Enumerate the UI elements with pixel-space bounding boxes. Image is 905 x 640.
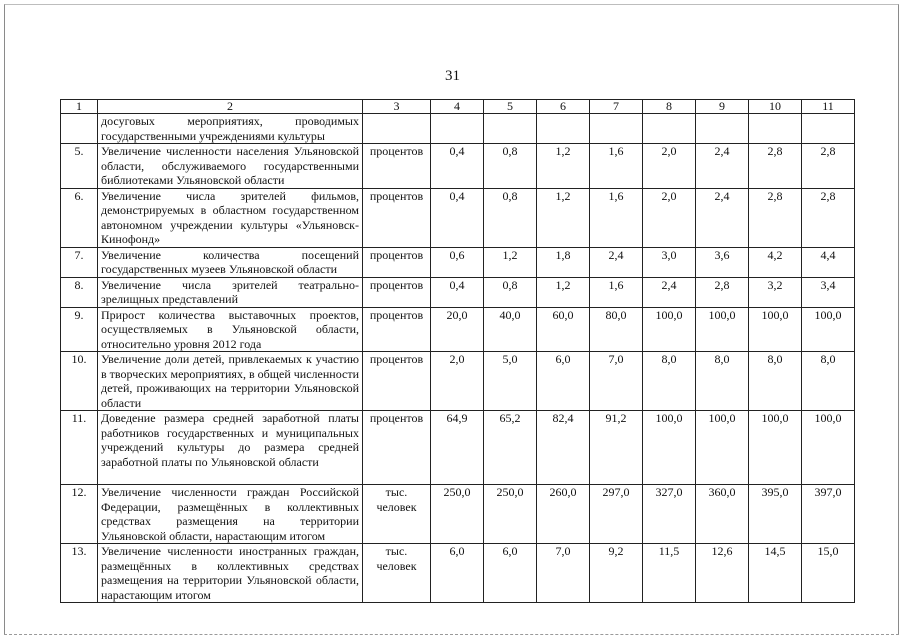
value-cell: 1,2 [537, 277, 590, 307]
value-cell [802, 114, 855, 144]
value-cell: 2,8 [696, 277, 749, 307]
table-row [61, 411, 855, 485]
header-cell: 1 [61, 100, 98, 114]
value-cell: 1,2 [537, 188, 590, 247]
unit-cell: процентов [363, 307, 431, 352]
value-cell: 2,4 [696, 144, 749, 189]
value-cell: 1,6 [590, 144, 643, 189]
value-cell: 2,0 [643, 144, 696, 189]
value-cell: 2,4 [696, 188, 749, 247]
table-row [61, 247, 855, 277]
indicator-name-cell: Увеличение численности граждан Российской Федерации, размещённых в коллективных средствах размещения на территории Ульяновской области, нарастающим итогом [98, 485, 363, 544]
value-cell [696, 114, 749, 144]
table-row [61, 544, 855, 603]
value-cell: 0,4 [431, 188, 484, 247]
unit-cell: процентов [363, 247, 431, 277]
row-number-cell: 6. [61, 188, 98, 247]
table-row [61, 307, 855, 352]
value-cell: 80,0 [590, 307, 643, 352]
value-cell [537, 114, 590, 144]
value-cell: 327,0 [643, 485, 696, 544]
value-cell: 9,2 [590, 544, 643, 603]
value-cell: 3,0 [643, 247, 696, 277]
value-cell: 7,0 [590, 352, 643, 411]
value-cell: 360,0 [696, 485, 749, 544]
header-cell: 11 [802, 100, 855, 114]
value-cell: 100,0 [749, 411, 802, 485]
value-cell: 6,0 [484, 544, 537, 603]
value-cell [590, 114, 643, 144]
value-cell: 8,0 [802, 352, 855, 411]
value-cell [484, 114, 537, 144]
indicator-name-cell: Увеличение численности населения Ульяновской области, обслуживаемого государственными библиотеками Ульяновской области [98, 144, 363, 189]
value-cell [431, 114, 484, 144]
value-cell: 2,4 [643, 277, 696, 307]
value-cell: 40,0 [484, 307, 537, 352]
value-cell: 8,0 [696, 352, 749, 411]
value-cell: 6,0 [431, 544, 484, 603]
value-cell: 2,8 [802, 144, 855, 189]
row-number-cell: 5. [61, 144, 98, 189]
indicator-name-cell: Увеличение доли детей, привлекаемых к участию в творческих мероприятиях, в общей численности детей, проживающих на территории Ульяновской области [98, 352, 363, 411]
header-cell: 5 [484, 100, 537, 114]
value-cell: 6,0 [537, 352, 590, 411]
value-cell: 1,2 [537, 144, 590, 189]
value-cell: 11,5 [643, 544, 696, 603]
table-row [61, 114, 855, 144]
value-cell: 100,0 [802, 307, 855, 352]
unit-cell: тыс. человек [363, 544, 431, 603]
unit-cell: процентов [363, 144, 431, 189]
page-bottom-edge [4, 634, 899, 635]
header-cell: 10 [749, 100, 802, 114]
unit-cell [363, 114, 431, 144]
unit-cell: процентов [363, 188, 431, 247]
row-number-cell: 9. [61, 307, 98, 352]
value-cell: 2,8 [749, 144, 802, 189]
value-cell: 14,5 [749, 544, 802, 603]
row-number-cell: 13. [61, 544, 98, 603]
value-cell: 60,0 [537, 307, 590, 352]
row-number-cell: 11. [61, 411, 98, 485]
value-cell [643, 114, 696, 144]
value-cell: 100,0 [696, 411, 749, 485]
value-cell: 100,0 [749, 307, 802, 352]
value-cell [749, 114, 802, 144]
value-cell: 8,0 [643, 352, 696, 411]
value-cell: 91,2 [590, 411, 643, 485]
value-cell: 8,0 [749, 352, 802, 411]
value-cell: 0,8 [484, 277, 537, 307]
value-cell: 100,0 [643, 307, 696, 352]
value-cell: 3,6 [696, 247, 749, 277]
page-number: 31 [445, 68, 460, 84]
value-cell: 12,6 [696, 544, 749, 603]
value-cell: 20,0 [431, 307, 484, 352]
indicator-name-cell: Увеличение числа зрителей фильмов, демонстрируемых в областном государственном автономном учреждении культуры «Ульяновск-Кинофонд» [98, 188, 363, 247]
value-cell: 0,8 [484, 188, 537, 247]
header-cell: 8 [643, 100, 696, 114]
value-cell: 82,4 [537, 411, 590, 485]
value-cell: 3,2 [749, 277, 802, 307]
value-cell: 250,0 [484, 485, 537, 544]
value-cell: 4,2 [749, 247, 802, 277]
row-number-cell: 8. [61, 277, 98, 307]
value-cell: 65,2 [484, 411, 537, 485]
value-cell: 5,0 [484, 352, 537, 411]
value-cell: 2,8 [802, 188, 855, 247]
value-cell: 4,4 [802, 247, 855, 277]
indicator-name-cell: Увеличение числа зрителей театрально-зрелищных представлений [98, 277, 363, 307]
header-cell: 2 [98, 100, 363, 114]
indicator-name-cell: Доведение размера средней заработной платы работников государственных и муниципальных учреждений культуры до размера средней заработной платы по Ульяновской области [98, 411, 363, 485]
indicators-table [60, 99, 855, 603]
header-cell: 7 [590, 100, 643, 114]
value-cell: 2,4 [590, 247, 643, 277]
value-cell: 297,0 [590, 485, 643, 544]
header-cell: 4 [431, 100, 484, 114]
table-body [61, 100, 855, 603]
unit-cell: процентов [363, 411, 431, 485]
value-cell: 2,0 [643, 188, 696, 247]
value-cell: 1,6 [590, 277, 643, 307]
table-row [61, 352, 855, 411]
value-cell: 397,0 [802, 485, 855, 544]
value-cell: 0,4 [431, 277, 484, 307]
row-number-cell: 10. [61, 352, 98, 411]
header-cell: 6 [537, 100, 590, 114]
value-cell: 0,6 [431, 247, 484, 277]
indicator-name-cell: Прирост количества выставочных проектов, осуществляемых в Ульяновской области, относительно уровня 2012 года [98, 307, 363, 352]
header-cell: 3 [363, 100, 431, 114]
value-cell: 100,0 [696, 307, 749, 352]
table-row [61, 277, 855, 307]
indicator-name-cell: Увеличение количества посещений государственных музеев Ульяновской области [98, 247, 363, 277]
value-cell: 0,4 [431, 144, 484, 189]
table-row [61, 144, 855, 189]
table-row [61, 485, 855, 544]
table-header-row [61, 100, 855, 114]
value-cell: 0,8 [484, 144, 537, 189]
value-cell: 3,4 [802, 277, 855, 307]
value-cell: 1,8 [537, 247, 590, 277]
value-cell: 100,0 [643, 411, 696, 485]
value-cell: 15,0 [802, 544, 855, 603]
indicator-name-cell: досуговых мероприятиях, проводимых государственными учреждениями культуры [98, 114, 363, 144]
value-cell: 1,6 [590, 188, 643, 247]
row-number-cell: 12. [61, 485, 98, 544]
unit-cell: процентов [363, 277, 431, 307]
indicator-name-cell: Увеличение численности иностранных граждан, размещённых в коллективных средствах размещения на территории Ульяновской области, нарастающим итогом [98, 544, 363, 603]
value-cell: 2,8 [749, 188, 802, 247]
value-cell: 2,0 [431, 352, 484, 411]
value-cell: 100,0 [802, 411, 855, 485]
value-cell: 7,0 [537, 544, 590, 603]
unit-cell: процентов [363, 352, 431, 411]
row-number-cell: 7. [61, 247, 98, 277]
table-row [61, 188, 855, 247]
row-number-cell [61, 114, 98, 144]
value-cell: 260,0 [537, 485, 590, 544]
value-cell: 395,0 [749, 485, 802, 544]
header-cell: 9 [696, 100, 749, 114]
value-cell: 64,9 [431, 411, 484, 485]
value-cell: 1,2 [484, 247, 537, 277]
unit-cell: тыс. человек [363, 485, 431, 544]
value-cell: 250,0 [431, 485, 484, 544]
